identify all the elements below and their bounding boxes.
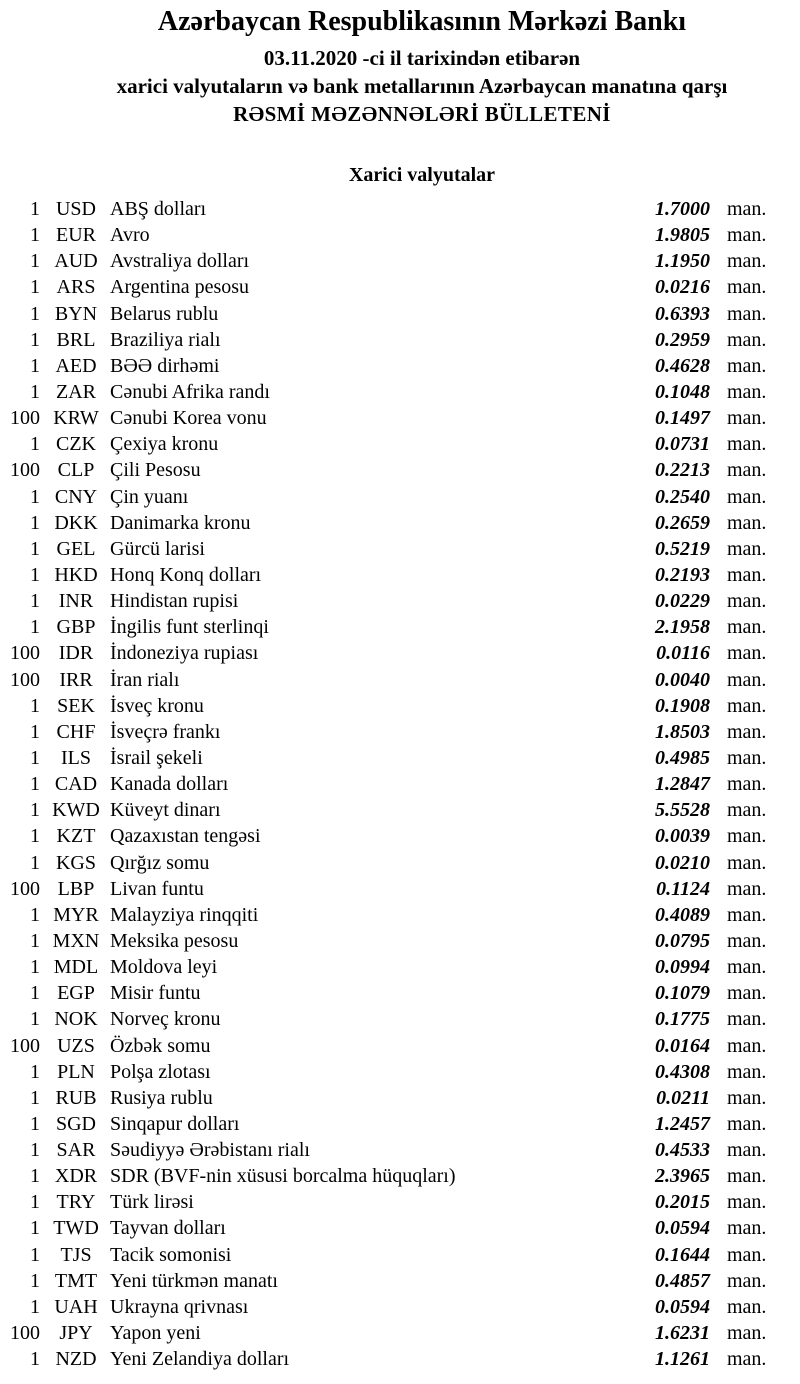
currency-code: IDR (58, 642, 94, 665)
rate-row (0, 222, 800, 248)
unit-label: man. (727, 903, 767, 926)
quantity-value: 1 (30, 694, 40, 717)
currency-code: MXN (52, 929, 100, 952)
unit-label: man. (727, 1060, 767, 1083)
currency-name: SDR (BVF-nin xüsusi borcalma hüquqları) (110, 1165, 456, 1188)
quantity-value: 1 (30, 511, 40, 534)
rate-row (0, 797, 800, 823)
quantity-value: 1 (30, 563, 40, 586)
unit-label: man. (727, 825, 767, 848)
unit-label: man. (727, 929, 767, 952)
rate-value: 0.2659 (655, 511, 710, 534)
unit-label: man. (727, 407, 767, 430)
currency-name: Moldova leyi (110, 956, 218, 979)
rate-row (0, 719, 800, 745)
rate-row (0, 196, 800, 222)
rate-row (0, 1085, 800, 1111)
quantity-value: 1 (30, 903, 40, 926)
currency-name: Malayziya rinqqiti (110, 903, 259, 926)
quantity-value: 1 (30, 198, 40, 220)
unit-label: man. (727, 851, 767, 874)
rate-row (0, 928, 800, 954)
rate-value: 0.0229 (655, 590, 710, 613)
currency-name: Çin yuanı (110, 485, 189, 508)
currency-code: UZS (57, 1034, 95, 1057)
rate-value: 0.0210 (655, 851, 710, 874)
currency-code: SAR (56, 1139, 96, 1162)
currency-name: Braziliya rialı (110, 328, 221, 351)
rate-row (0, 536, 800, 562)
quantity-value: 1 (30, 250, 40, 273)
quantity-value: 1 (30, 982, 40, 1005)
rate-value: 0.2015 (655, 1191, 710, 1214)
quantity-value: 1 (30, 746, 40, 769)
currency-code: LBP (57, 877, 95, 900)
unit-label: man. (727, 799, 767, 822)
quantity-value: 1 (30, 929, 40, 952)
rate-row (0, 1268, 800, 1294)
quantity-value: 1 (30, 224, 40, 247)
unit-label: man. (727, 380, 767, 403)
rate-value: 0.6393 (655, 302, 710, 325)
rate-row (0, 980, 800, 1006)
currency-name: BƏƏ dirhəmi (110, 354, 220, 377)
quantity-value: 1 (30, 433, 40, 456)
currency-name: ABŞ dolları (110, 198, 207, 220)
currency-name: Cənubi Afrika randı (110, 380, 270, 403)
rate-value: 0.4985 (655, 746, 710, 769)
quantity-value: 1 (30, 1269, 40, 1292)
currency-code: HKD (54, 563, 98, 586)
quantity-value: 1 (30, 1295, 40, 1318)
rate-row (0, 1189, 800, 1215)
unit-label: man. (727, 563, 767, 586)
rate-row (0, 771, 800, 797)
currency-name: İsveçrə frankı (110, 720, 221, 743)
rate-value: 0.4857 (655, 1269, 710, 1292)
quantity-value: 100 (10, 1322, 40, 1345)
rate-value: 2.1958 (655, 616, 710, 639)
rate-value: 1.6231 (655, 1322, 710, 1345)
quantity-value: 1 (30, 1191, 40, 1214)
unit-label: man. (727, 616, 767, 639)
rate-value: 0.2193 (655, 563, 710, 586)
unit-label: man. (727, 1295, 767, 1318)
rate-value: 0.0731 (655, 433, 710, 456)
quantity-value: 1 (30, 302, 40, 325)
unit-label: man. (727, 720, 767, 743)
section-title: Xarici valyutalar (348, 164, 496, 186)
rate-row (0, 431, 800, 457)
quantity-value: 1 (30, 851, 40, 874)
rate-row (0, 457, 800, 483)
currency-name: Çexiya kronu (110, 433, 219, 456)
quantity-value: 100 (10, 1034, 40, 1057)
quantity-value: 1 (30, 1086, 40, 1109)
rate-row (0, 954, 800, 980)
currency-name: Danimarka kronu (110, 511, 251, 534)
quantity-value: 100 (10, 877, 40, 900)
currency-name: Misir funtu (110, 982, 201, 1005)
currency-code: CLP (57, 459, 95, 482)
currency-code: SEK (57, 694, 95, 717)
currency-name: Türk lirəsi (110, 1191, 194, 1214)
unit-label: man. (727, 590, 767, 613)
currency-code: CNY (54, 485, 98, 508)
currency-code: IRR (59, 668, 93, 691)
unit-label: man. (727, 642, 767, 665)
quantity-value: 1 (30, 720, 40, 743)
quantity-value: 1 (30, 590, 40, 613)
rate-value: 1.7000 (655, 198, 710, 220)
rate-row (0, 1346, 800, 1372)
currency-code: SGD (55, 1112, 96, 1135)
rate-row (0, 274, 800, 300)
quantity-value: 1 (30, 276, 40, 299)
unit-label: man. (727, 302, 767, 325)
currency-code: UAH (54, 1295, 98, 1318)
unit-label: man. (727, 668, 767, 691)
currency-name: İngilis funt sterlinqi (110, 616, 269, 639)
currency-name: Polşa zlotası (110, 1060, 211, 1083)
unit-label: man. (727, 1112, 767, 1135)
rate-value: 1.1261 (655, 1348, 710, 1371)
currency-code: TWD (53, 1217, 99, 1240)
quantity-value: 1 (30, 773, 40, 796)
currency-name: Argentina pesosu (110, 276, 250, 299)
rate-row (0, 640, 800, 666)
unit-label: man. (727, 224, 767, 247)
rate-row (0, 1006, 800, 1032)
rate-value: 0.4533 (655, 1139, 710, 1162)
currency-name: Livan funtu (110, 877, 204, 900)
currency-code: MYR (53, 903, 99, 926)
rate-value: 0.0994 (655, 956, 710, 979)
unit-label: man. (727, 276, 767, 299)
quantity-value: 1 (30, 1060, 40, 1083)
rate-row (0, 1033, 800, 1059)
unit-label: man. (727, 1086, 767, 1109)
subject-line: xarici valyutaların və bank metallarının Azərbaycan manatına qarşı (116, 74, 728, 98)
currency-code: CAD (54, 773, 98, 796)
rate-row (0, 405, 800, 431)
currency-code: ILS (61, 746, 91, 769)
rate-row (0, 614, 800, 640)
rate-value: 0.4308 (655, 1060, 710, 1083)
rate-value: 1.9805 (655, 224, 710, 247)
unit-label: man. (727, 328, 767, 351)
currency-name: İran rialı (110, 668, 180, 691)
currency-code: JPY (59, 1322, 93, 1345)
unit-label: man. (727, 433, 767, 456)
currency-name: Tayvan dolları (110, 1217, 226, 1240)
unit-label: man. (727, 459, 767, 482)
quantity-value: 1 (30, 1112, 40, 1135)
rate-value: 0.2540 (655, 485, 710, 508)
currency-code: CHF (56, 720, 96, 743)
rate-value: 0.0594 (655, 1295, 710, 1318)
effective-date-line: 03.11.2020 -ci il tarixindən etibarən (263, 46, 581, 70)
currency-name: İsrail şekeli (110, 746, 203, 769)
currency-code: KZT (56, 825, 96, 848)
rate-value: 0.0211 (656, 1086, 710, 1109)
rate-row (0, 823, 800, 849)
unit-label: man. (727, 1243, 767, 1266)
rate-value: 0.1124 (656, 877, 710, 900)
quantity-value: 100 (10, 407, 40, 430)
rate-value: 0.2959 (655, 328, 710, 351)
rate-row (0, 1320, 800, 1346)
rate-row (0, 588, 800, 614)
rate-row (0, 301, 800, 327)
quantity-value: 100 (10, 642, 40, 665)
unit-label: man. (727, 746, 767, 769)
quantity-value: 1 (30, 956, 40, 979)
bulletin-title: RƏSMİ MƏZƏNNƏLƏRİ BÜLLETENİ (233, 102, 611, 126)
rate-value: 0.0795 (655, 929, 710, 952)
currency-code: INR (58, 590, 94, 613)
currency-code: AUD (54, 250, 98, 273)
unit-label: man. (727, 485, 767, 508)
rate-value: 0.1048 (655, 380, 710, 403)
currency-code: NZD (55, 1348, 97, 1371)
currency-name: Honq Konq dolları (110, 563, 262, 586)
bank-name: Azərbaycan Respublikasının Mərkəzi Bankı (157, 6, 687, 37)
rate-value: 0.0594 (655, 1217, 710, 1240)
currency-code: TMT (54, 1269, 98, 1292)
rate-value: 0.1644 (655, 1243, 710, 1266)
currency-name: Belarus rublu (110, 302, 219, 325)
currency-name: Sinqapur dolları (110, 1112, 240, 1135)
rate-row (0, 1215, 800, 1241)
currency-code: MDL (53, 956, 99, 979)
unit-label: man. (727, 511, 767, 534)
rate-row (0, 667, 800, 693)
exchange-rates-table (0, 196, 800, 1372)
currency-code: KRW (53, 407, 99, 430)
currency-code: EUR (56, 224, 96, 247)
currency-code: AED (55, 354, 97, 377)
quantity-value: 1 (30, 799, 40, 822)
rate-value: 0.0039 (655, 825, 710, 848)
currency-code: RUB (55, 1086, 97, 1109)
rate-row (0, 1163, 800, 1189)
rate-row (0, 1242, 800, 1268)
unit-label: man. (727, 956, 767, 979)
currency-code: KWD (52, 799, 100, 822)
rate-row (0, 693, 800, 719)
currency-code: USD (55, 198, 96, 220)
rate-row (0, 850, 800, 876)
rate-value: 1.2847 (655, 773, 710, 796)
quantity-value: 1 (30, 354, 40, 377)
rate-row (0, 353, 800, 379)
rate-row (0, 510, 800, 536)
rate-value: 5.5528 (655, 799, 710, 822)
currency-name: Tacik somonisi (110, 1243, 232, 1266)
currency-code: NOK (54, 1008, 98, 1031)
quantity-value: 1 (30, 1139, 40, 1162)
rate-value: 0.1497 (655, 407, 710, 430)
currency-name: Avro (110, 224, 150, 247)
quantity-value: 1 (30, 485, 40, 508)
currency-name: Norveç kronu (110, 1008, 221, 1031)
unit-label: man. (727, 1269, 767, 1292)
currency-name: Gürcü larisi (110, 537, 205, 560)
quantity-value: 1 (30, 1348, 40, 1371)
quantity-value: 1 (30, 537, 40, 560)
currency-name: Yeni Zelandiya dolları (110, 1348, 290, 1371)
currency-name: Meksika pesosu (110, 929, 239, 952)
currency-name: Hindistan rupisi (110, 590, 239, 613)
quantity-value: 1 (30, 328, 40, 351)
unit-label: man. (727, 877, 767, 900)
unit-label: man. (727, 537, 767, 560)
currency-code: CZK (56, 433, 96, 456)
unit-label: man. (727, 1139, 767, 1162)
unit-label: man. (727, 354, 767, 377)
currency-code: XDR (54, 1165, 98, 1188)
rate-value: 0.4628 (655, 354, 710, 377)
currency-name: Səudiyyə Ərəbistanı rialı (110, 1139, 310, 1162)
currency-name: Yeni türkmən manatı (110, 1269, 278, 1292)
quantity-value: 1 (30, 1165, 40, 1188)
rate-value: 0.4089 (655, 903, 710, 926)
unit-label: man. (727, 1034, 767, 1057)
rate-row (0, 1294, 800, 1320)
currency-name: Rusiya rublu (110, 1086, 213, 1109)
unit-label: man. (727, 1165, 767, 1188)
rate-row (0, 1137, 800, 1163)
currency-name: Yapon yeni (110, 1322, 201, 1345)
currency-code: EGP (57, 982, 95, 1005)
quantity-value: 1 (30, 1217, 40, 1240)
rate-value: 1.8503 (655, 720, 710, 743)
unit-label: man. (727, 1191, 767, 1214)
currency-code: BYN (54, 302, 98, 325)
unit-label: man. (727, 198, 767, 220)
rate-row (0, 902, 800, 928)
unit-label: man. (727, 1008, 767, 1031)
currency-code: KGS (55, 851, 96, 874)
rate-row (0, 876, 800, 902)
unit-label: man. (727, 250, 767, 273)
rate-value: 0.5219 (655, 537, 710, 560)
currency-code: TJS (60, 1243, 92, 1266)
currency-name: Kanada dolları (110, 773, 229, 796)
unit-label: man. (727, 1322, 767, 1345)
rate-value: 0.1079 (655, 982, 710, 1005)
rate-row (0, 1111, 800, 1137)
unit-label: man. (727, 1217, 767, 1240)
currency-code: TRY (56, 1191, 96, 1214)
rate-value: 0.2213 (655, 459, 710, 482)
currency-name: Avstraliya dolları (110, 250, 250, 273)
quantity-value: 1 (30, 825, 40, 848)
rate-row (0, 327, 800, 353)
currency-name: İndoneziya rupiası (110, 642, 259, 665)
rate-value: 0.0164 (655, 1034, 710, 1057)
rate-value: 1.1950 (655, 250, 710, 273)
currency-name: Cənubi Korea vonu (110, 407, 267, 430)
currency-code: DKK (54, 511, 98, 534)
rate-value: 2.3965 (655, 1165, 710, 1188)
currency-code: BRL (56, 328, 96, 351)
unit-label: man. (727, 773, 767, 796)
currency-name: Küveyt dinarı (110, 799, 221, 822)
quantity-value: 1 (30, 616, 40, 639)
rate-value: 1.2457 (655, 1112, 710, 1135)
currency-code: PLN (57, 1060, 95, 1083)
currency-name: Qazaxıstan tengəsi (110, 825, 261, 848)
quantity-value: 100 (10, 459, 40, 482)
rate-row (0, 248, 800, 274)
quantity-value: 1 (30, 380, 40, 403)
unit-label: man. (727, 694, 767, 717)
quantity-value: 100 (10, 668, 40, 691)
currency-name: Qırğız somu (110, 851, 210, 874)
rate-value: 0.0040 (655, 668, 710, 691)
currency-code: GBP (56, 616, 96, 639)
rate-row (0, 562, 800, 588)
rate-row (0, 379, 800, 405)
rate-value: 0.0216 (655, 276, 710, 299)
rate-value: 0.1908 (655, 694, 710, 717)
currency-code: ZAR (56, 380, 96, 403)
rate-row (0, 1059, 800, 1085)
quantity-value: 1 (30, 1243, 40, 1266)
currency-name: Özbək somu (110, 1034, 211, 1057)
currency-name: Ukrayna qrivnası (110, 1295, 249, 1318)
unit-label: man. (727, 982, 767, 1005)
currency-code: ARS (56, 276, 96, 299)
currency-name: İsveç kronu (110, 694, 204, 717)
quantity-value: 1 (30, 1008, 40, 1031)
rate-row (0, 484, 800, 510)
rate-value: 0.1775 (655, 1008, 710, 1031)
rate-row (0, 745, 800, 771)
currency-code: GEL (56, 537, 96, 560)
unit-label: man. (727, 1348, 767, 1371)
rate-value: 0.0116 (656, 642, 710, 665)
currency-name: Çili Pesosu (110, 459, 201, 482)
